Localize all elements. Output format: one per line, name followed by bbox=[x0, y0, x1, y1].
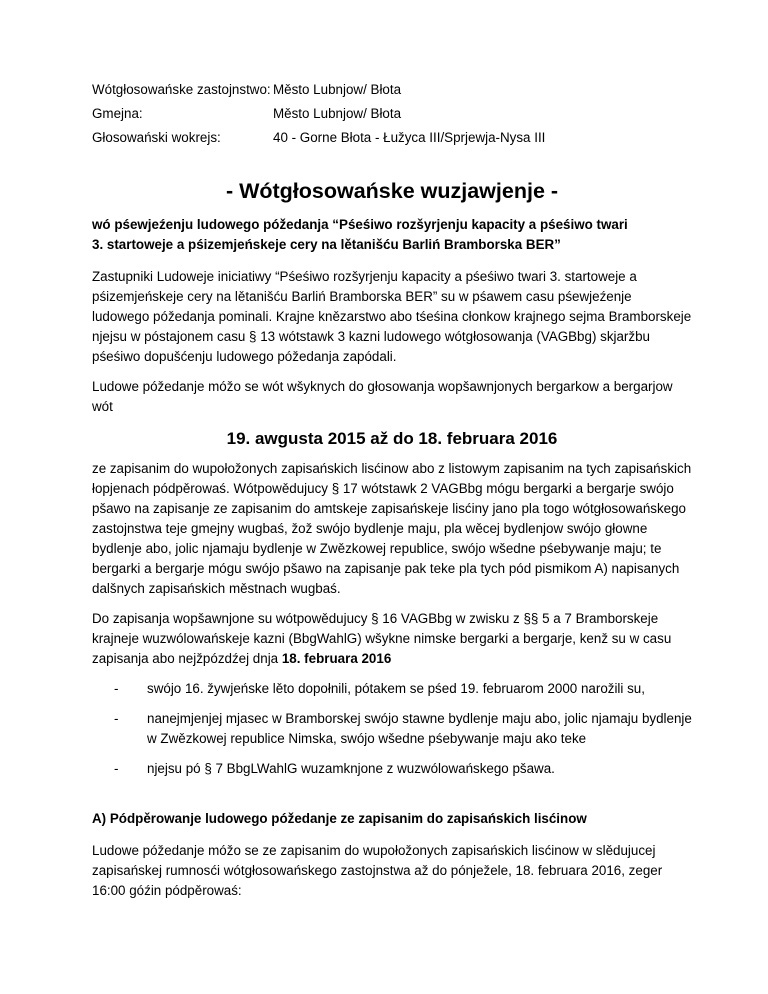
paragraph-section-a: Ludowe póžedanje móžo se ze zapisanim do wupołožonych zapisańskich lisćinow w slědujucej zapisańskej rumnosći wótgłosowańskego zastojnstwa až do pónježele, 18. februara 2016, zeger 16:00 góźin pódpěrowaś: bbox=[92, 843, 663, 898]
subtitle-line-2: 3. startoweje a pśizemjeńskeje cery na lětanišću Barliń Bramborska BER” bbox=[92, 237, 561, 252]
paragraph-registration-rules: ze zapisanim do wupołožonych zapisańskich lisćinow abo z listowym zapisanim na tych zapisańskich łopjenach pódpěrowaś. Wótpowědujucy § 17 wótstawk 2 VAGBbg mógu bergarki a bergarje swójo pšawo na zapisanje ze zapisanim do amtskeje zapisańskeje lisćiny jano pla togo wótgłosowańskego zastojnstwa teje gmejny wugbaś, žož swójo bydlenje maju, pla wěcej bydlenjow swójo głowne bydlenje abo, jolic njamaju bydlenje w Zwězkowej republice, swójo wšedne pśebywanje maju; te bergarki a bergarje mógu swójo pšawo na zapisanje pak teke pla tych pód pismikom A) napisanych dalšnych zapisańskich městnach wugbaś. bbox=[92, 461, 692, 596]
meta-row-district bbox=[92, 126, 692, 150]
meta-row-office bbox=[92, 78, 692, 102]
paragraph-support-intro: Ludowe póžedanje móžo se wót wšyknych do głosowanja wopšawnjonych bergarkow a bergarjow wót bbox=[92, 379, 673, 414]
meta-value: 40 - Gorne Błota - Łužyca III/Sprjewja-Nysa III bbox=[273, 130, 546, 145]
section-a-heading: A) Pódpěrowanje ludowego póžedanje ze zapisanim do zapisańskich lisćinow bbox=[92, 811, 587, 826]
meta-block bbox=[92, 78, 692, 150]
list-item bbox=[92, 679, 692, 699]
subtitle bbox=[92, 215, 692, 255]
page-title: - Wótgłosowańske wuzjawjenje - bbox=[225, 179, 559, 203]
eligibility-list bbox=[92, 679, 692, 779]
meta-row-municipality bbox=[92, 102, 692, 126]
eligibility-text: Do zapisanja wopšawnjone su wótpowědujucy § 16 VAGBbg w zwisku z §§ 5 a 7 Bramborskeje krajneje wuzwólowańskeje kazni (BbgWahlG) wšykne nimske bergarki a bergarje, kenž su w casu zapisanja abo nejžpózdźej dnja bbox=[92, 611, 672, 666]
meta-value: Město Lubnjow/ Błota bbox=[273, 106, 402, 121]
document-page bbox=[92, 78, 692, 911]
eligibility-deadline: 18. februara 2016 bbox=[281, 651, 392, 666]
meta-label: Gmejna: bbox=[92, 106, 143, 121]
list-item-text: njejsu pó § 7 BbgLWahlG wuzamknjone z wuzwólowańskego pšawa. bbox=[147, 761, 555, 776]
subtitle-line-1: wó pśewjeźenju ludowego póžedanja “Pśeśiwo rozšyrjenju kapacity a pśeśiwo twari bbox=[92, 217, 628, 232]
list-item-text: swójo 16. žywjeńske lěto dopołnili, pótakem se pśed 19. februarom 2000 narožili su, bbox=[147, 681, 645, 696]
meta-label: Głosowański wokrejs: bbox=[92, 130, 221, 145]
dash-bullet: - bbox=[114, 761, 119, 776]
list-item bbox=[92, 759, 692, 779]
list-item-text: nanejmjenjej mjasec w Bramborskej swójo stawne bydlenje maju abo, jolic njamaju bydlenje w Zwězkowej republice Nimska, swójo wšedne pśebywanje maju ako teke bbox=[147, 711, 692, 746]
paragraph-initiative: Zastupniki Ludoweje iniciatiwy “Pśeśiwo rozšyrjenju kapacity a pśeśiwo twari 3. startoweje a pśizemjeńskeje cery na lětanišću Barliń Bramborska BER” su w pśawem casu pśewjeźenje ludowego póžedanja pominali. Krajne knězarstwo abo tśeśina cłonkow krajnego sejma Bramborskeje njejsu w póstajonem casu § 13 wótstawk 3 kazni ludowego wótgłosowanja (VAGBbg) skjaržbu pśeśiwo dopušćenju ludowego póžedanja zapódali. bbox=[92, 269, 692, 364]
list-item bbox=[92, 709, 692, 749]
dash-bullet: - bbox=[114, 711, 119, 726]
meta-value: Město Lubnjow/ Błota bbox=[273, 82, 402, 97]
meta-label: Wótgłosowańske zastojnstwo: bbox=[92, 82, 271, 97]
paragraph-eligibility bbox=[92, 609, 692, 669]
dash-bullet: - bbox=[114, 681, 119, 696]
date-range-heading: 19. awgusta 2015 až do 18. februara 2016 bbox=[226, 429, 558, 448]
